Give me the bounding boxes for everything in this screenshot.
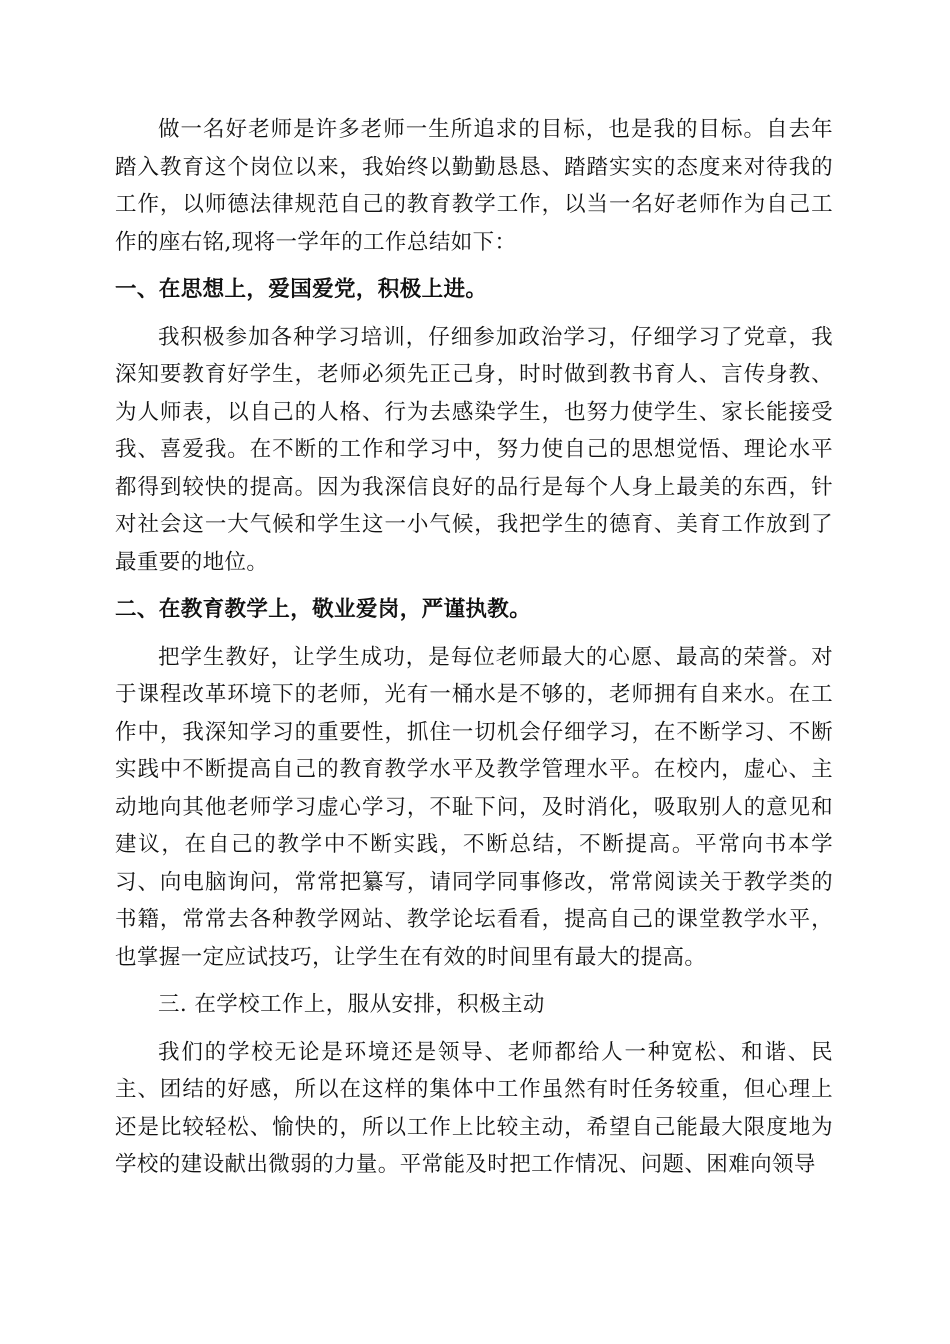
section-3-paragraph: 我们的学校无论是环境还是领导、老师都给人一种宽松、和谐、民主、团结的好感，所以在这样的集体中工作虽然有时任务较重，但心理上还是比较轻松、愉快的，所以工作上比较主动，希望自己能最大限度地为学校的建设献出微弱的力量。平常能及时把工作情况、问题、困难向领导 <box>115 1039 833 1177</box>
section-1-paragraph: 我积极参加各种学习培训，仔细参加政治学习，仔细学习了党章，我深知要教育好学生，老师必须先正己身，时时做到教书育人、言传身教、为人师表，以自己的人格、行为去感染学生，也努力使学生、家长能接受我、喜爱我。在不断的工作和学习中，努力使自己的思想觉悟、理论水平都得到较快的提高。因为我深信良好的品行是每个人身上最美的东西，针对社会这一大气候和学生这一小气候，我把学生的德育、美育工作放到了最重要的地位。 <box>115 324 833 575</box>
section-3-heading: 三. 在学校工作上，服从安排，积极主动 <box>158 992 545 1017</box>
section-1-heading: 一、在思想上，爱国爱党，积极上进。 <box>115 277 488 302</box>
intro-paragraph: 做一名好老师是许多老师一生所追求的目标，也是我的目标。自去年踏入教育这个岗位以来，我始终以勤勤恳恳、踏踏实实的态度来对待我的工作，以师德法律规范自己的教育教学工作，以当一名好老师作为自己工作的座右铭,现将一学年的工作总结如下： <box>115 117 833 255</box>
document-body <box>115 111 833 1184</box>
section-2-heading: 二、在教育教学上，敬业爱岗，严谨执教。 <box>115 597 532 622</box>
section-2-paragraph: 把学生教好，让学生成功，是每位老师最大的心愿、最高的荣誉。对于课程改革环境下的老师，光有一桶水是不够的，老师拥有自来水。在工作中，我深知学习的重要性，抓住一切机会仔细学习，在不断学习、不断实践中不断提高自己的教育教学水平及教学管理水平。在校内，虚心、主动地向其他老师学习虚心学习，不耻下问，及时消化，吸取别人的意见和建议，在自己的教学中不断实践，不断总结，不断提高。平常向书本学习、向电脑询问，常常把纂写，请同学同事修改，常常阅读关于教学类的书籍，常常去各种教学网站、教学论坛看看，提高自己的课堂教学水平，也掌握一定应试技巧，让学生在有效的时间里有最大的提高。 <box>115 644 833 970</box>
